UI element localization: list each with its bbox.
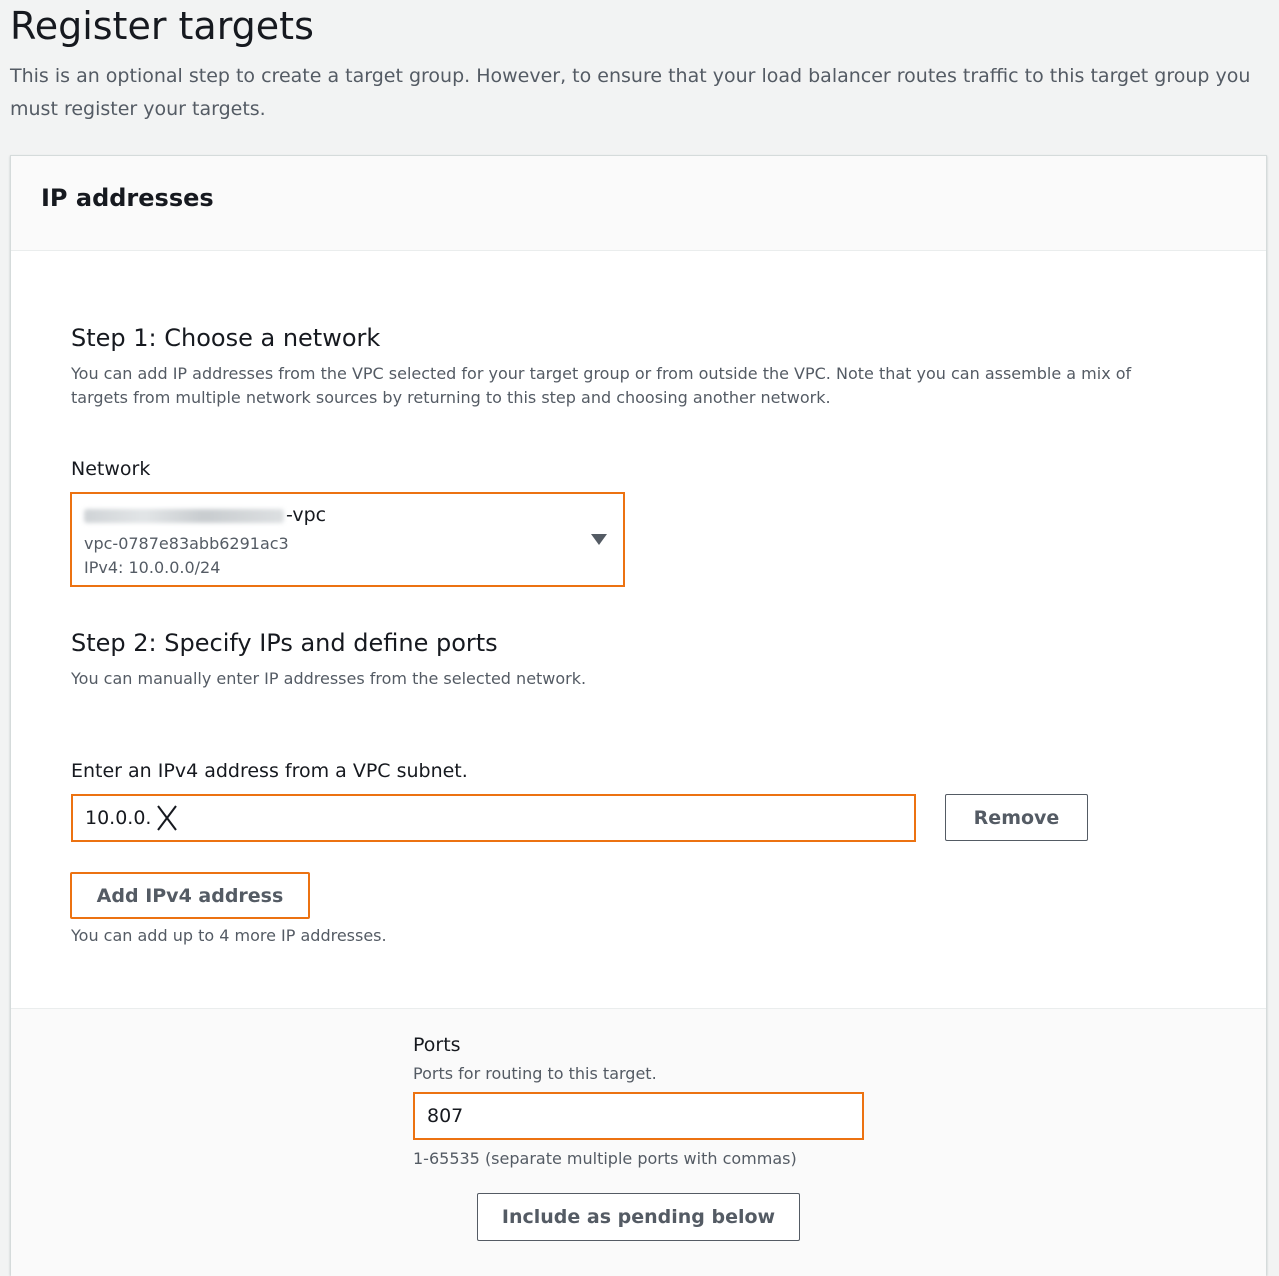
ports-description: Ports for routing to this target. <box>413 1064 657 1083</box>
include-as-pending-button[interactable]: Include as pending below <box>477 1193 800 1241</box>
ports-input[interactable] <box>413 1092 864 1140</box>
step2-title: Step 2: Specify IPs and define ports <box>71 629 498 657</box>
network-name <box>84 504 326 526</box>
page-description: This is an optional step to create a target group. However, to ensure that your load balancer routes traffic to this target group you must register your targets. <box>10 65 1251 120</box>
network-cidr: IPv4: 10.0.0.0/24 <box>84 558 221 577</box>
step1-description: You can add IP addresses from the VPC selected for your target group or from outside the VPC. Note that you can assemble a mix of targets from multiple network sources by returning to this step and choosing another network. <box>71 364 1132 407</box>
panel-title: IP addresses <box>41 184 214 212</box>
step2-description: You can manually enter IP addresses from the selected network. <box>71 669 587 688</box>
ip-entry-label: Enter an IPv4 address from a VPC subnet. <box>71 760 468 782</box>
network-label: Network <box>71 458 151 480</box>
page-title: Register targets <box>10 4 314 48</box>
step1-title: Step 1: Choose a network <box>71 324 381 352</box>
ipv4-address-value: 10.0.0. <box>85 807 152 829</box>
text-cursor-icon <box>155 804 179 832</box>
network-vpc-id: vpc-0787e83abb6291ac3 <box>84 534 289 553</box>
ip-limit-hint: You can add up to 4 more IP addresses. <box>71 926 387 945</box>
ports-value: 807 <box>427 1105 464 1127</box>
network-name-suffix: -vpc <box>286 504 327 526</box>
panel-header <box>11 156 1266 251</box>
add-ipv4-address-button[interactable]: Add IPv4 address <box>70 872 310 919</box>
ports-section <box>11 1008 1266 1276</box>
ipv4-address-input[interactable] <box>71 794 916 842</box>
ip-addresses-panel <box>10 155 1267 1275</box>
network-name-redacted <box>84 509 284 523</box>
ports-hint: 1-65535 (separate multiple ports with commas) <box>413 1149 797 1168</box>
network-select[interactable] <box>70 492 625 587</box>
ports-label: Ports <box>413 1034 461 1056</box>
remove-button[interactable]: Remove <box>945 794 1088 841</box>
chevron-down-icon <box>591 534 607 545</box>
